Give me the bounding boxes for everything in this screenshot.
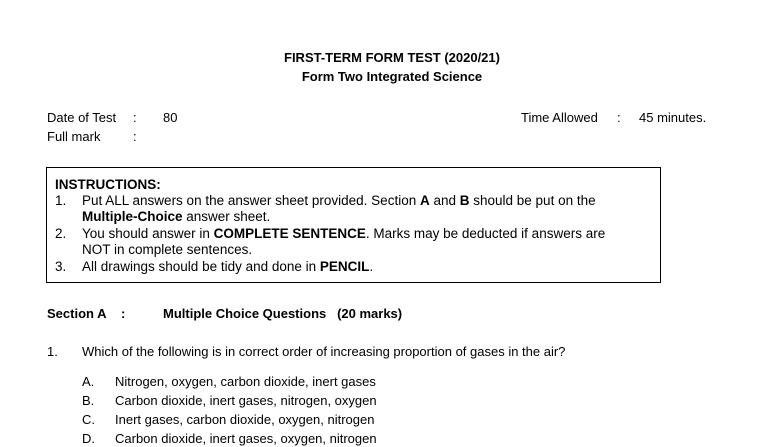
question-text: Which of the following is in correct order of increasing proportion of gases in the air?	[82, 344, 566, 359]
option-b-text: Carbon dioxide, inert gases, nitrogen, oxygen	[115, 393, 377, 408]
date-colon: :	[133, 110, 137, 125]
date-value: 80	[163, 110, 178, 125]
time-colon: :	[617, 110, 621, 125]
time-label: Time Allowed	[521, 110, 598, 125]
instruction-3-number: 3.	[55, 259, 67, 274]
fullmark-label: Full mark	[47, 129, 101, 144]
instruction-2-line2: NOT in complete sentences.	[82, 242, 253, 257]
instructions-heading: INSTRUCTIONS:	[55, 177, 161, 192]
time-value: 45 minutes.	[639, 110, 707, 125]
instruction-2-number: 2.	[55, 226, 67, 241]
test-subtitle: Form Two Integrated Science	[301, 69, 483, 84]
option-c-letter: C.	[82, 412, 95, 427]
test-title: FIRST-TERM FORM TEST (2020/21)	[284, 50, 500, 65]
option-a-letter: A.	[82, 374, 95, 389]
instructions-box	[46, 167, 661, 283]
option-d-text: Carbon dioxide, inert gases, oxygen, nitrogen	[115, 431, 377, 446]
section-title: Multiple Choice Questions (20 marks)	[163, 306, 403, 321]
option-c-text: Inert gases, carbon dioxide, oxygen, nitrogen	[115, 412, 375, 427]
instruction-1-line1: Put ALL answers on the answer sheet provided. Section A and B should be put on the	[82, 193, 596, 208]
question-number: 1.	[47, 344, 58, 359]
option-b-letter: B.	[82, 393, 95, 408]
instruction-1-number: 1.	[55, 193, 67, 208]
section-colon: :	[121, 306, 126, 321]
section-label: Section A	[47, 306, 107, 321]
date-label: Date of Test	[47, 110, 117, 125]
instruction-3-line1: All drawings should be tidy and done in PENCIL.	[82, 259, 374, 274]
option-d-letter: D.	[82, 431, 95, 446]
option-a-text: Nitrogen, oxygen, carbon dioxide, inert gases	[115, 374, 376, 389]
fullmark-colon: :	[133, 129, 137, 144]
instruction-2-line1: You should answer in COMPLETE SENTENCE. Marks may be deducted if answers are	[82, 226, 606, 241]
instruction-1-line2: Multiple-Choice answer sheet.	[82, 209, 271, 224]
